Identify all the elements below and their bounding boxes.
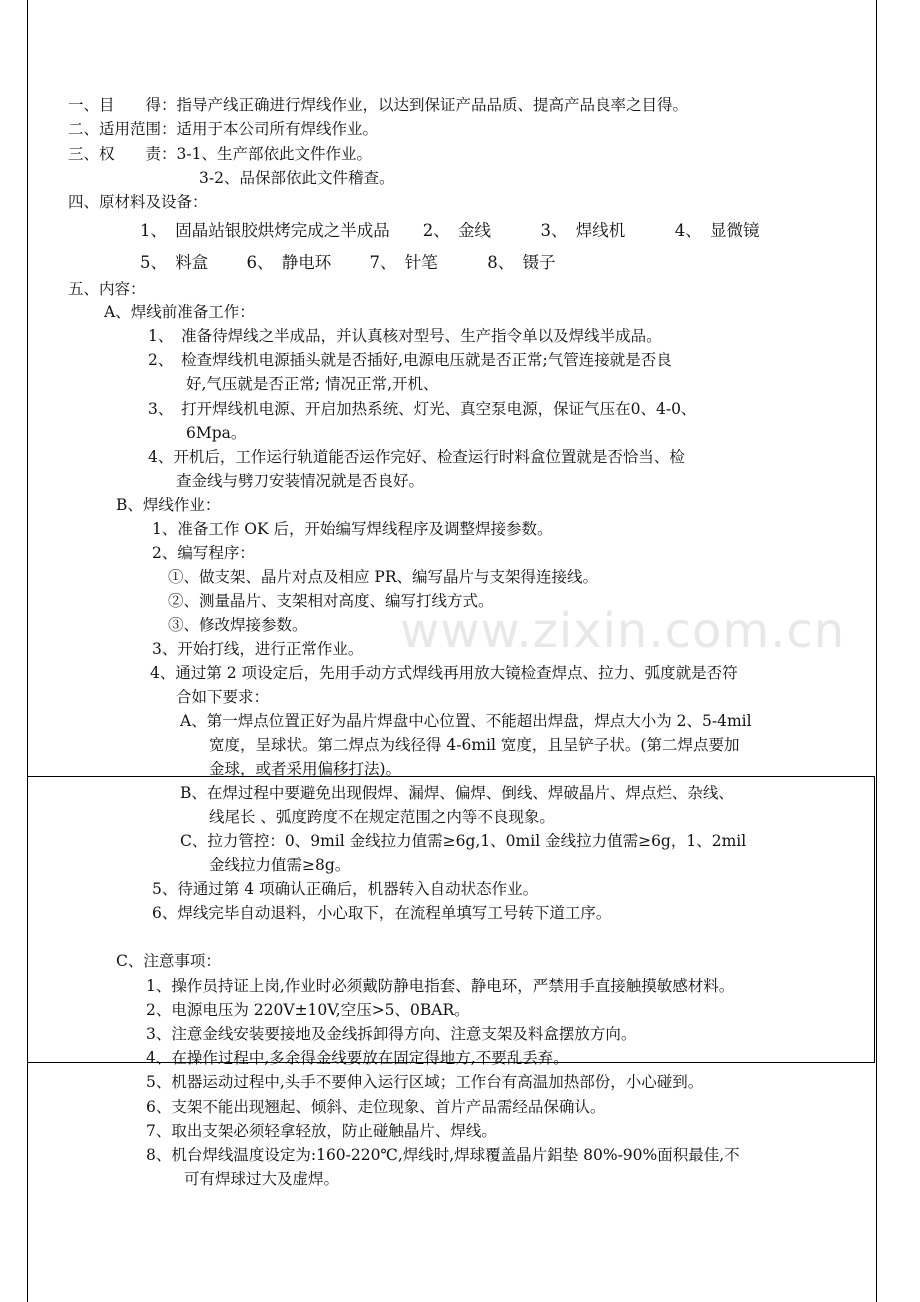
section-2-scope: 二、适用范围：适用于本公司所有焊线作业。 <box>68 120 379 138</box>
page-border-left <box>27 0 28 1302</box>
requirement-item-continued: 宽度，呈球状。第二焊点为线径得 4-6mil 宽度，且呈铲子状。(第二焊点要加 <box>209 736 740 754</box>
section-3-responsibility: 三、权 责：3-1、生产部依此文件作业。 <box>68 145 372 163</box>
list-item-continued: 合如下要求： <box>176 688 270 706</box>
requirement-item-continued: 金线拉力值需≥8g。 <box>209 856 351 874</box>
section-1-purpose: 一、目 得：指导产线正确进行焊线作业，以达到保证产品品质、提高产品良率之目得。 <box>68 96 689 114</box>
list-item: 4、在操作过程中,多余得金线要放在固定得地方,不要乱丢弃。 <box>146 1049 569 1067</box>
requirement-item: A、第一焊点位置正好为晶片焊盘中心位置、不能超出焊盘，焊点大小为 2、5-4mil <box>180 712 752 730</box>
list-item: 3、注意金线安装要接地及金线拆卸得方向、注意支架及料盒摆放方向。 <box>146 1025 637 1043</box>
materials-line-2: 5、 料盒 6、 静电环 7、 针笔 8、 镊子 <box>140 253 556 272</box>
list-item: 6、焊线完毕自动退料，小心取下，在流程单填写工号转下道工序。 <box>152 904 612 922</box>
section-4-materials: 四、原材料及设备： <box>68 193 208 211</box>
requirement-item: B、在焊过程中要避免出现假焊、漏焊、偏焊、倒线、焊破晶片、焊点烂、杂线、 <box>180 784 734 802</box>
responsibility-line-2: 3-2、品保部依此文件稽查。 <box>199 169 395 187</box>
requirement-item-continued: 线尾长 、弧度跨度不在规定范围之内等不良现象。 <box>209 808 555 826</box>
list-item: 1、准备工作 OK 后，开始编写焊线程序及调整焊接参数。 <box>152 520 553 538</box>
list-item-continued: 查金线与劈刀安装情况就是否良好。 <box>176 472 425 490</box>
list-item: 2、电源电压为 220V±10V,空压>5、0BAR。 <box>146 1001 470 1019</box>
list-item: 5、待通过第 4 项确认正确后，机器转入自动状态作业。 <box>152 880 539 898</box>
list-item: 4、开机后，工作运行轨道能否运作完好、检查运行时料盒位置就是否恰当、检 <box>148 448 685 466</box>
list-item: 6、支架不能出现翘起、倾斜、走位现象、首片产品需经品保确认。 <box>146 1098 606 1116</box>
list-item: 1、 准备待焊线之半成品，并认真核对型号、生产指令单以及焊线半成品。 <box>148 327 662 345</box>
section-5-content: 五、内容： <box>68 280 146 298</box>
list-item-continued: 6Mpa。 <box>186 424 247 442</box>
list-item: 5、机器运动过程中,头手不要伸入运行区域；工作台有高温加热部份，小心碰到。 <box>146 1073 704 1091</box>
materials-line-1: 1、 固晶站银胶烘烤完成之半成品 2、 金线 3、 焊线机 4、 显微镜 <box>140 221 760 240</box>
requirement-item-continued: 金球，或者采用偏移打法)。 <box>209 760 402 778</box>
subsection-b-title: B、焊线作业： <box>116 496 221 514</box>
list-item: 3、开始打线，进行正常作业。 <box>152 640 364 658</box>
sub-list-item: ②、测量晶片、支架相对高度、编写打线方式。 <box>168 592 494 610</box>
list-item: 8、机台焊线温度设定为:160-220℃,焊线时,焊球覆盖晶片鋁垫 80%-90%面积最佳,不 <box>146 1146 740 1164</box>
page-border-right <box>876 0 877 1302</box>
sub-list-item: ①、做支架、晶片对点及相应 PR、编写晶片与支架得连接线。 <box>168 568 599 586</box>
list-item: 2、编写程序： <box>152 544 255 562</box>
list-item-continued: 可有焊球过大及虚焊。 <box>184 1170 340 1188</box>
list-item: 3、 打开焊线机电源、开启加热系统、灯光、真空泵电源，保证气压在0、4-0、 <box>148 400 697 418</box>
list-item: 1、操作员持证上岗,作业时必须戴防静电指套、静电环，严禁用手直接触摸敏感材料。 <box>146 977 735 995</box>
subsection-a-title: A、焊线前准备工作： <box>104 303 255 321</box>
subsection-c-title: C、注意事项： <box>116 952 221 970</box>
list-item: 4、通过第 2 项设定后，先用手动方式焊线再用放大镜检查焊点、拉力、弧度就是否符 <box>150 664 738 682</box>
watermark: www.zixin.com.cn <box>400 603 846 659</box>
sub-list-item: ③、修改焊接参数。 <box>168 616 308 634</box>
list-item: 2、 检查焊线机电源插头就是否插好,电源电压就是否正常;气管连接就是否良 <box>148 351 672 369</box>
list-item-continued: 好,气压就是否正常; 情况正常,开机、 <box>186 375 439 393</box>
list-item: 7、取出支架必须轻拿轻放，防止碰触晶片、焊线。 <box>146 1122 497 1140</box>
requirement-item: C、拉力管控：0、9mil 金线拉力值需≥6g,1、0mil 金线拉力值需≥6g，1、2mil <box>180 832 747 850</box>
